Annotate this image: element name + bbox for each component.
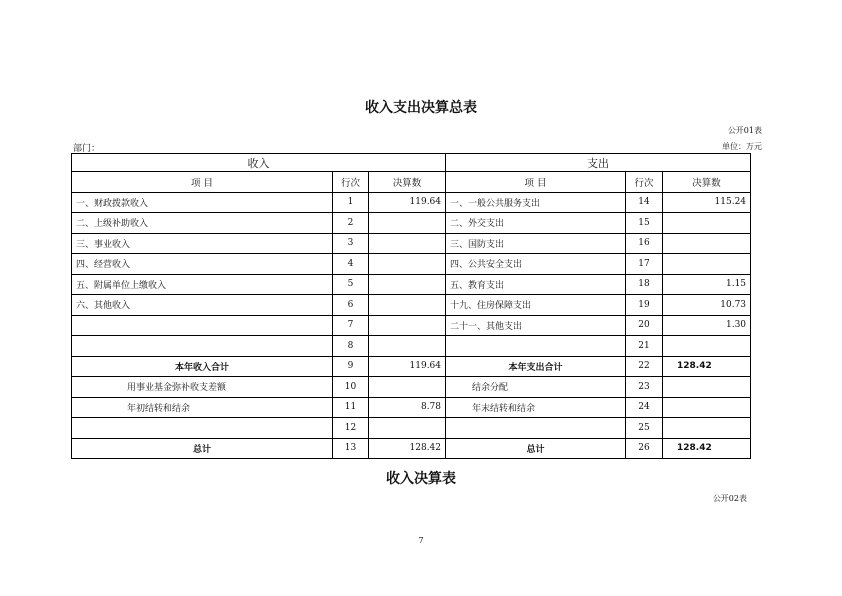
expense-rowno-header: 行次 <box>626 172 663 193</box>
table-row <box>72 233 751 254</box>
expense-row-no: 15 <box>626 213 663 234</box>
income-row-no: 13 <box>333 438 369 459</box>
expense-amount <box>663 213 751 234</box>
income-row-no: 5 <box>333 274 369 295</box>
expense-item: 二十一、其他支出 <box>446 315 626 336</box>
income-row-no: 12 <box>333 418 369 439</box>
income-item: 用事业基金弥补收支差额 <box>72 377 333 398</box>
income-item <box>72 418 333 439</box>
page-title: 收入支出决算总表 <box>365 100 477 116</box>
section-header-row <box>72 154 751 172</box>
expense-row-no: 19 <box>626 295 663 316</box>
table-row <box>72 377 751 398</box>
table-row <box>72 213 751 234</box>
income-row-no: 1 <box>333 192 369 213</box>
expense-amount <box>663 397 751 418</box>
income-item: 四、经营收入 <box>72 254 333 275</box>
income-item <box>72 315 333 336</box>
income-row-no: 9 <box>333 356 369 377</box>
income-amount <box>369 336 446 357</box>
expense-item: 四、公共安全支出 <box>446 254 626 275</box>
expense-row-no: 23 <box>626 377 663 398</box>
income-amount <box>369 315 446 336</box>
income-row-no: 7 <box>333 315 369 336</box>
income-row-no: 2 <box>333 213 369 234</box>
table-row <box>72 336 751 357</box>
department-label: 部门： <box>73 144 101 154</box>
expense-amount <box>663 336 751 357</box>
income-amount: 8.78 <box>369 397 446 418</box>
income-item: 六、其他收入 <box>72 295 333 316</box>
expense-amount: 10.73 <box>663 295 751 316</box>
income-item: 一、财政拨款收入 <box>72 192 333 213</box>
income-amount: 119.64 <box>369 192 446 213</box>
income-rowno-header: 行次 <box>333 172 369 193</box>
expense-row-no: 25 <box>626 418 663 439</box>
expense-row-no: 24 <box>626 397 663 418</box>
expense-item: 三、国防支出 <box>446 233 626 254</box>
income-amount <box>369 418 446 439</box>
expense-row-no: 22 <box>626 356 663 377</box>
income-amount-header: 决算数 <box>369 172 446 193</box>
table-code: 公开01表 <box>727 126 762 135</box>
expense-amount <box>663 377 751 398</box>
expense-item <box>446 418 626 439</box>
table-row <box>72 254 751 275</box>
income-row-no: 4 <box>333 254 369 275</box>
expense-subtotal-amount: 128.42 <box>663 356 751 377</box>
income-row-no: 3 <box>333 233 369 254</box>
second-table-code: 公开02表 <box>712 494 747 503</box>
income-section-header: 收入 <box>72 154 446 172</box>
expense-row-no: 17 <box>626 254 663 275</box>
table-row <box>72 418 751 439</box>
expense-item <box>446 336 626 357</box>
expense-total-amount: 128.42 <box>663 438 751 459</box>
expense-item: 年末结转和结余 <box>446 397 626 418</box>
expense-item: 十九、住房保障支出 <box>446 295 626 316</box>
income-item: 年初结转和结余 <box>72 397 333 418</box>
expense-subtotal-label: 本年支出合计 <box>446 356 626 377</box>
table-row <box>72 192 751 213</box>
expense-row-no: 14 <box>626 192 663 213</box>
expense-amount-header: 决算数 <box>663 172 751 193</box>
expense-row-no: 16 <box>626 233 663 254</box>
subtotal-row <box>72 356 751 377</box>
income-row-no: 10 <box>333 377 369 398</box>
income-row-no: 11 <box>333 397 369 418</box>
income-amount <box>369 233 446 254</box>
expense-item: 二、外交支出 <box>446 213 626 234</box>
income-amount <box>369 295 446 316</box>
expense-amount: 1.15 <box>663 274 751 295</box>
second-table-title: 收入决算表 <box>386 471 456 487</box>
expense-row-no: 20 <box>626 315 663 336</box>
expense-item: 结余分配 <box>446 377 626 398</box>
income-subtotal-label: 本年收入合计 <box>72 356 333 377</box>
expense-row-no: 26 <box>626 438 663 459</box>
income-item <box>72 336 333 357</box>
income-amount <box>369 254 446 275</box>
table-row <box>72 274 751 295</box>
expense-item: 一、一般公共服务支出 <box>446 192 626 213</box>
table-row <box>72 315 751 336</box>
income-item: 三、事业收入 <box>72 233 333 254</box>
expense-item-header: 项 目 <box>446 172 626 193</box>
income-amount <box>369 377 446 398</box>
expense-total-label: 总计 <box>446 438 626 459</box>
expense-row-no: 21 <box>626 336 663 357</box>
income-total-amount: 128.42 <box>369 438 446 459</box>
income-subtotal-amount: 119.64 <box>369 356 446 377</box>
income-amount <box>369 213 446 234</box>
income-item-header: 项 目 <box>72 172 333 193</box>
expense-amount <box>663 418 751 439</box>
expense-amount <box>663 233 751 254</box>
expense-amount <box>663 254 751 275</box>
income-row-no: 8 <box>333 336 369 357</box>
unit-label: 单位：万元 <box>722 142 762 151</box>
expense-row-no: 18 <box>626 274 663 295</box>
table-row <box>72 397 751 418</box>
income-total-label: 总计 <box>72 438 333 459</box>
income-row-no: 6 <box>333 295 369 316</box>
expense-amount: 115.24 <box>663 192 751 213</box>
income-amount <box>369 274 446 295</box>
summary-table <box>71 153 751 459</box>
table-row <box>72 295 751 316</box>
expense-item: 五、教育支出 <box>446 274 626 295</box>
total-row <box>72 438 751 459</box>
expense-amount: 1.30 <box>663 315 751 336</box>
expense-section-header: 支出 <box>446 154 751 172</box>
income-item: 二、上级补助收入 <box>72 213 333 234</box>
page-number: 7 <box>418 536 424 545</box>
column-header-row <box>72 172 751 193</box>
income-item: 五、附属单位上缴收入 <box>72 274 333 295</box>
